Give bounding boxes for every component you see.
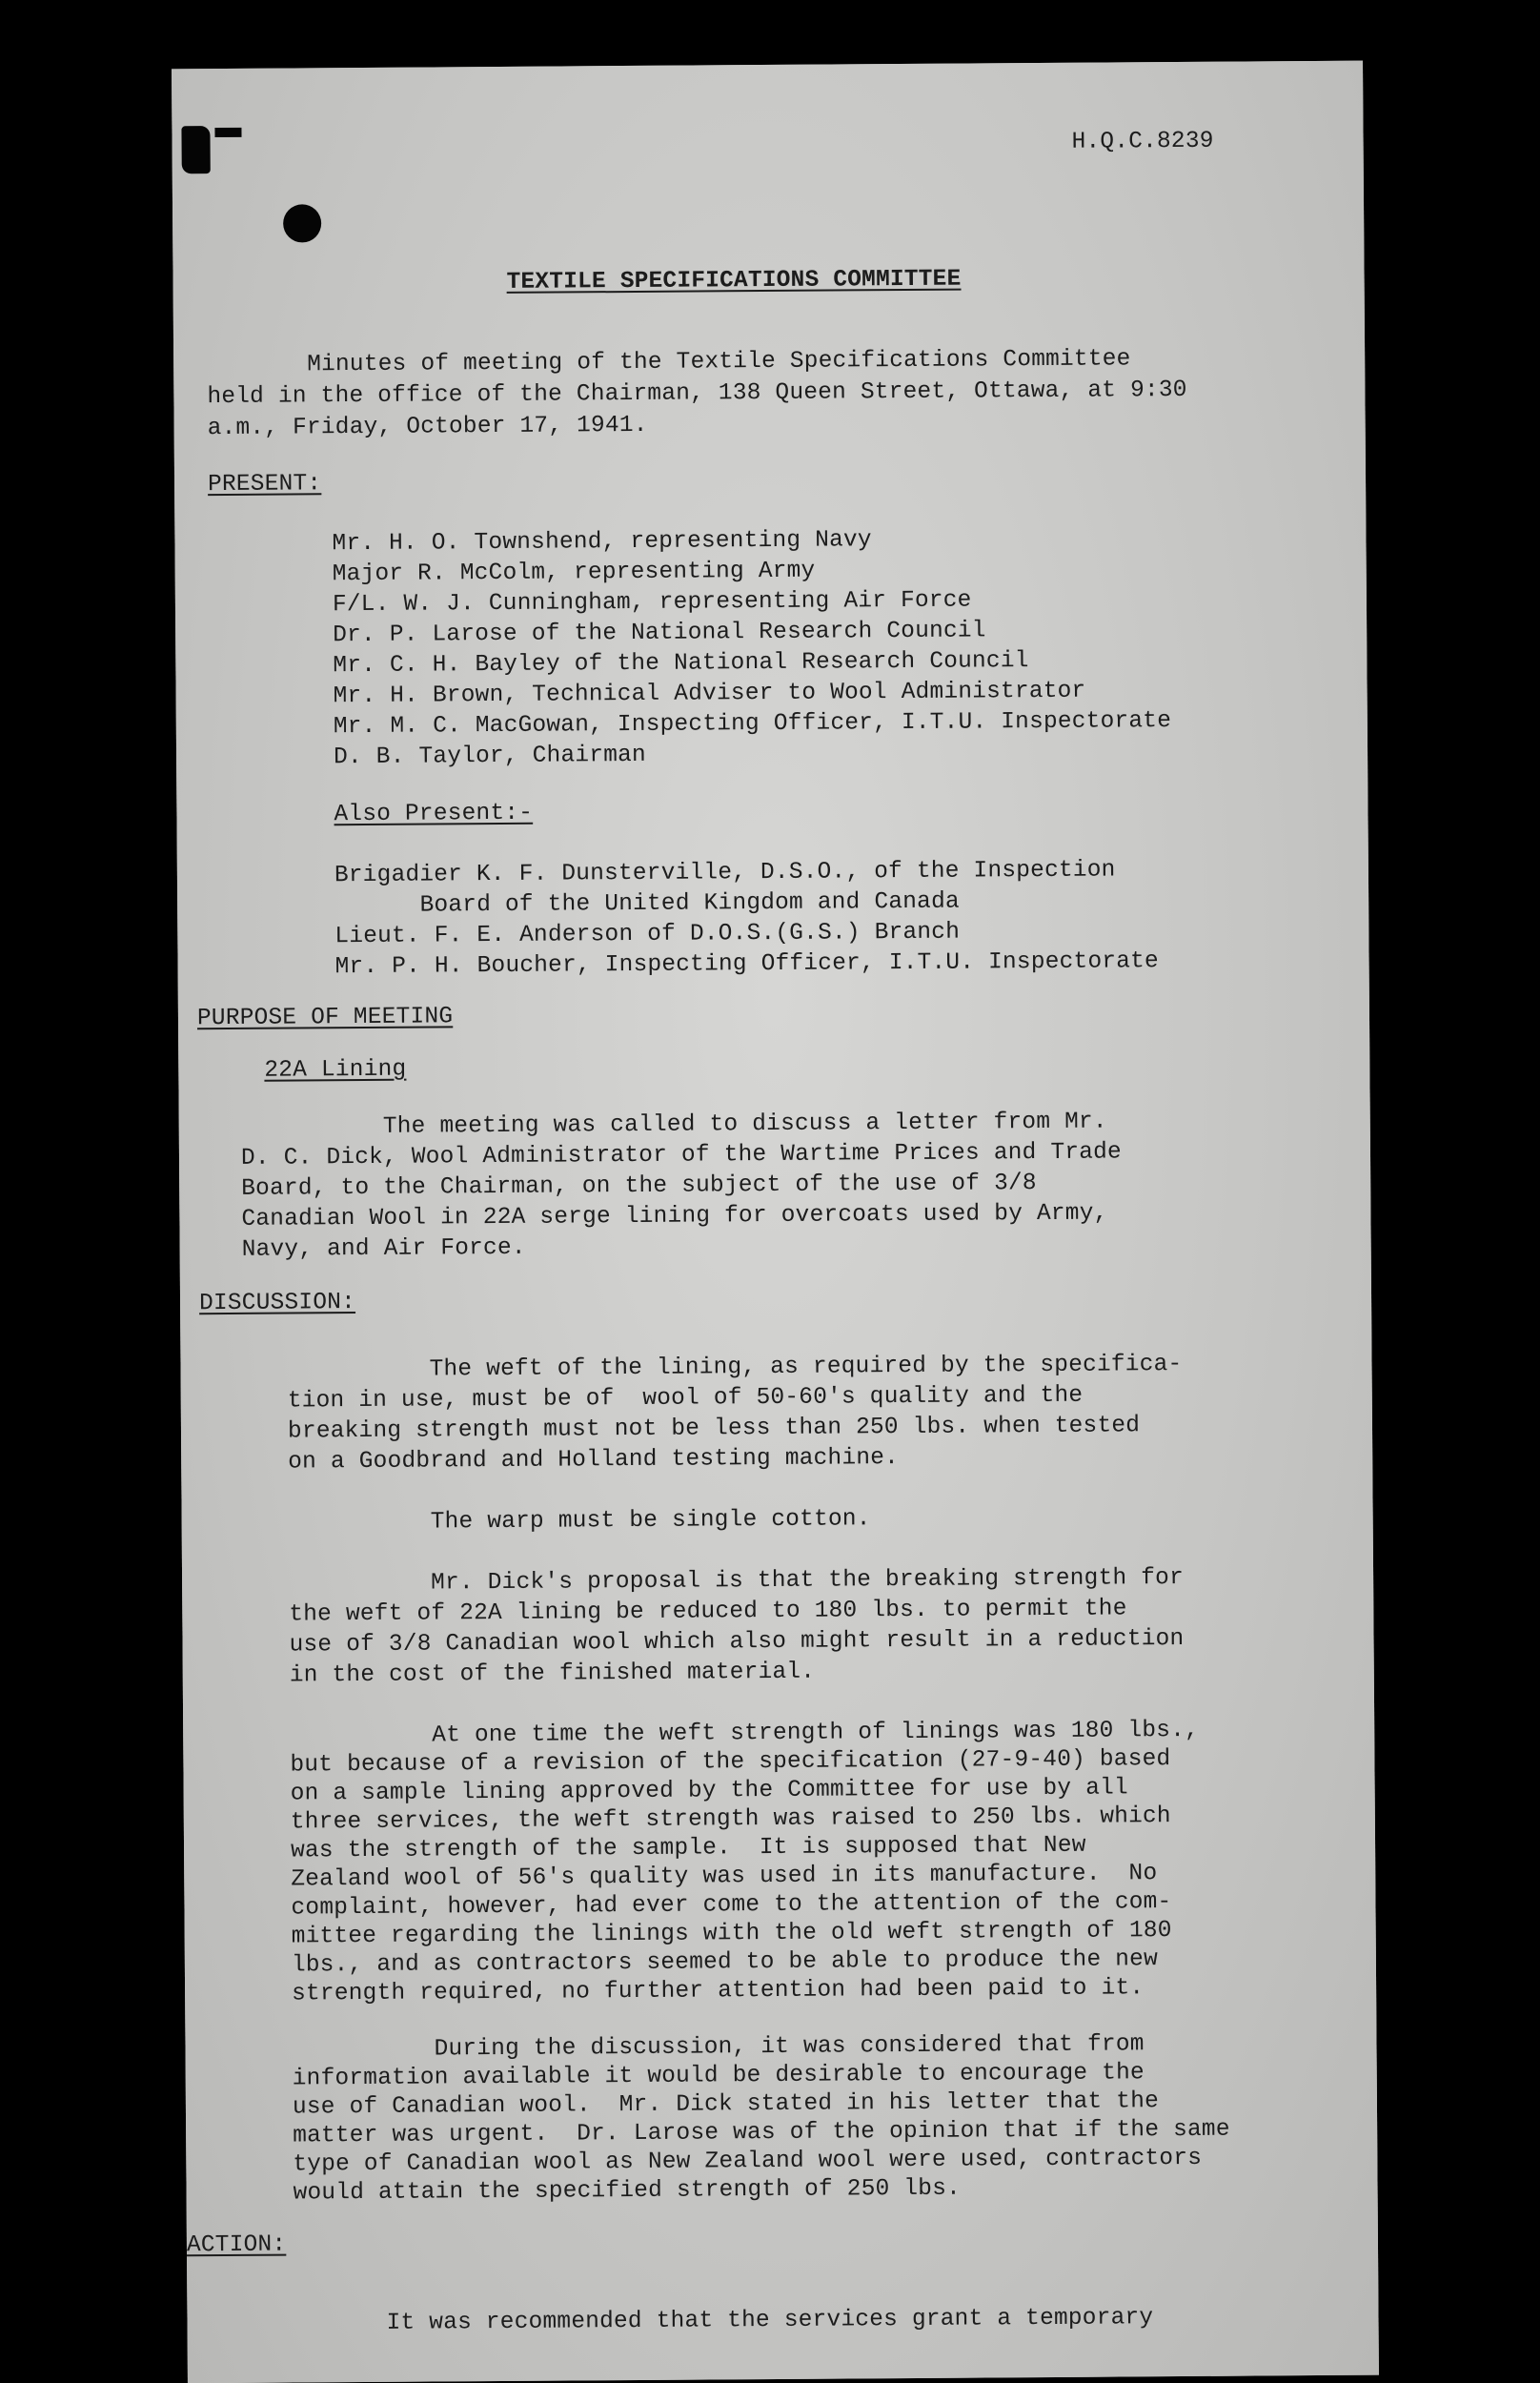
intro-line: a.m., Friday, October 17, 1941.: [207, 412, 648, 442]
attendee: D. B. Taylor, Chairman: [333, 742, 647, 771]
attendee: Lieut. F. E. Anderson of D.O.S.(G.S.) Branch: [334, 919, 961, 950]
attendee: Dr. P. Larose of the National Research Council: [333, 618, 986, 649]
document-page: [172, 61, 1379, 2383]
purpose-line: The meeting was called to discuss a letter from Mr.: [240, 1109, 1107, 1141]
purpose-heading: PURPOSE OF MEETING: [196, 1004, 454, 1032]
discussion-line: During the discussion, it was considered that from: [292, 2031, 1145, 2064]
document-title: TEXTILE SPECIFICATIONS COMMITTEE: [506, 266, 962, 295]
discussion-line: mittee regarding the linings with the old weft strength of 180: [291, 1918, 1172, 1950]
discussion-line: The warp must be single cotton.: [288, 1506, 871, 1537]
discussion-heading: DISCUSSION:: [198, 1290, 356, 1317]
discussion-line: the weft of 22A lining be reduced to 180 lbs. to permit the: [289, 1596, 1127, 1628]
discussion-line: was the strength of the sample. It is supposed that New: [290, 1832, 1086, 1864]
discussion-line: tion in use, must be of wool of 50-60's quality and the: [287, 1382, 1084, 1415]
attendee: Mr. M. C. MacGowan, Inspecting Officer, I.T.U. Inspectorate: [333, 708, 1172, 741]
discussion-line: type of Canadian wool as New Zealand wool were used, contractors: [293, 2145, 1203, 2178]
file-reference: H.Q.C.8239: [1071, 128, 1214, 155]
discussion-line: in the cost of the finished material.: [289, 1659, 816, 1689]
discussion-line: would attain the specified strength of 250 lbs.: [293, 2175, 962, 2207]
discussion-line: matter was urgent. Dr. Larose was of the opinion that if the same: [293, 2116, 1230, 2149]
purpose-line: Canadian Wool in 22A serge lining for overcoats used by Army,: [241, 1200, 1108, 1232]
discussion-line: lbs., and as contractors seemed to be able to produce the new: [291, 1946, 1159, 1979]
punch-hole: [283, 204, 321, 242]
also-present-heading: Also Present:-: [334, 800, 534, 828]
discussion-line: complaint, however, had ever come to the attention of the com-: [291, 1889, 1172, 1922]
discussion-line: breaking strength must not be less than 250 lbs. when tested: [287, 1413, 1141, 1445]
purpose-line: D. C. Dick, Wool Administrator of the Wartime Prices and Trade: [240, 1139, 1123, 1171]
discussion-line: on a Goodbrand and Holland testing machine.: [288, 1445, 900, 1476]
attendee: Mr. P. H. Boucher, Inspecting Officer, I.T.U. Inspectorate: [334, 948, 1160, 981]
paper-clip-mark: [181, 126, 210, 173]
action-heading: ACTION:: [186, 2231, 287, 2259]
intro-line: Minutes of meeting of the Textile Specifications Committee: [307, 346, 1131, 378]
discussion-line: Zealand wool of 56's quality was used in its manufacture. No: [291, 1861, 1158, 1893]
present-heading: PRESENT:: [207, 471, 322, 499]
purpose-line: Board, to the Chairman, on the subject of the use of 3/8: [241, 1171, 1037, 1202]
discussion-line: on a sample lining approved by the Committee for use by all: [290, 1775, 1128, 1807]
purpose-subheading: 22A Lining: [264, 1056, 407, 1084]
attendee: Brigadier K. F. Dunsterville, D.S.O., of the Inspection: [334, 857, 1116, 889]
discussion-line: information available it would be desirable to encourage the: [292, 2060, 1145, 2092]
attendee: Mr. H. Brown, Technical Adviser to Wool Administrator: [333, 678, 1086, 710]
discussion-line: At one time the weft strength of linings was 180 lbs.,: [290, 1717, 1200, 1750]
discussion-line: strength required, no further attention had been paid to it.: [292, 1975, 1145, 2007]
discussion-line: The weft of the lining, as required by the specifica-: [287, 1351, 1183, 1384]
discussion-line: use of 3/8 Canadian wool which also might result in a reduction: [289, 1625, 1185, 1659]
attendee: Board of the United Kingdom and Canada: [334, 888, 960, 920]
purpose-line: Navy, and Air Force.: [241, 1234, 526, 1263]
attendee: Major R. McColm, representing Army: [332, 558, 816, 588]
discussion-line: Mr. Dick's proposal is that the breaking strength for: [289, 1564, 1185, 1598]
attendee: F/L. W. J. Cunningham, representing Air Force: [332, 587, 972, 619]
discussion-line: but because of a revision of the specification (27-9-40) based: [290, 1746, 1171, 1779]
discussion-line: three services, the weft strength was raised to 250 lbs. which: [290, 1803, 1171, 1836]
discussion-line: use of Canadian wool. Mr. Dick stated in his letter that the: [292, 2088, 1160, 2121]
attendee: Mr. H. O. Townshend, representing Navy: [332, 527, 872, 558]
paper-clip-mark-tip: [214, 128, 241, 137]
intro-line: held in the office of the Chairman, 138 Queen Street, Ottawa, at 9:30: [207, 377, 1187, 411]
action-line: It was recommended that the services grant a temporary: [244, 2305, 1154, 2337]
attendee: Mr. C. H. Bayley of the National Research Council: [333, 648, 1029, 680]
